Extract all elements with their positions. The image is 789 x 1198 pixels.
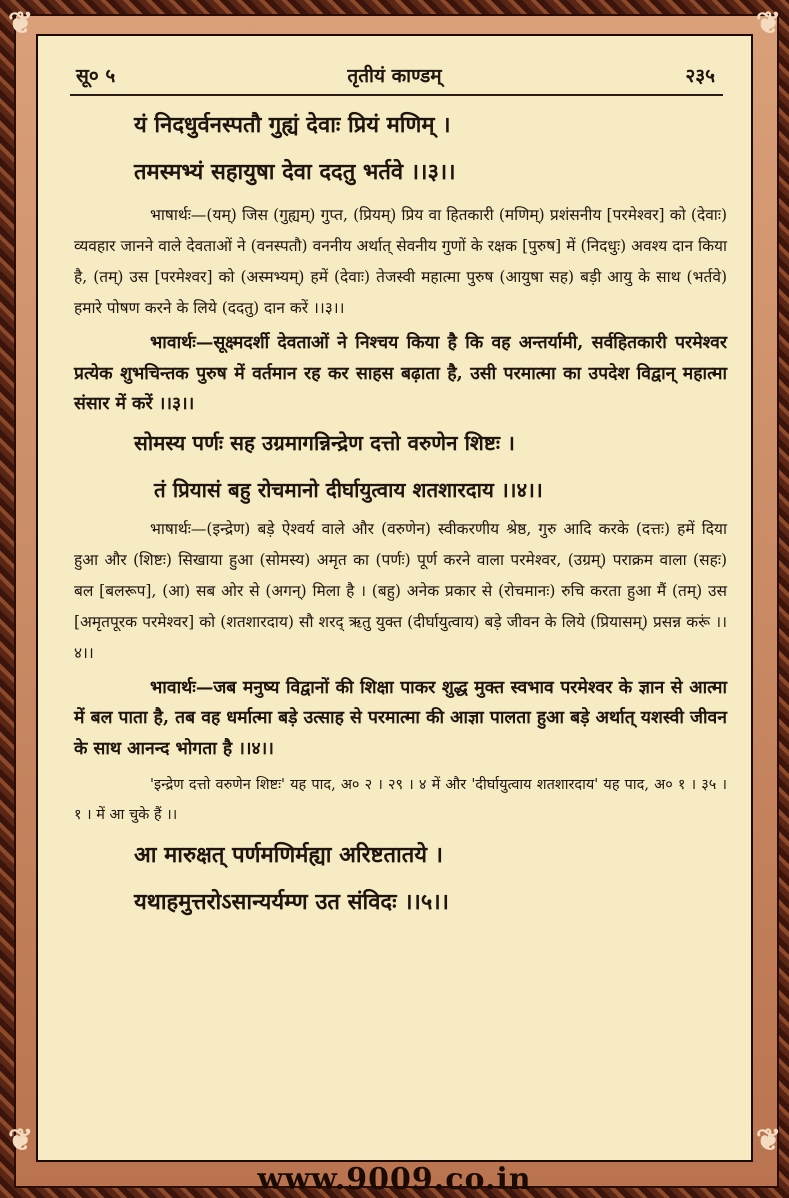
corner-ornament-icon: ❦	[8, 1123, 34, 1158]
bhashartha-4: भाषार्थः—(इन्द्रेण) बड़े ऐश्वर्य वाले और (वरुणेन) स्वीकरणीय श्रेष्ठ, गुरु आदि करके (दत्तः) हमें दिया हुआ और (शिष्टः) सिखाया हुआ (सोमस्य) अमृत का (पर्णः) पूर्ण करने वाला परमेश्वर, (उग्रम्) पराक्रम वाला (सहः) बल [बलरूप], (आ) सब ओर से (अगन्) मिला है । (बहु) अनेक प्रकार से (रोचमानः) रुचि करता हुआ मैं (तम्) उस [अमृतपूरक परमेश्वर] को (शतशारदाय) सौ शरद् ऋतु युक्त (दीर्घायुत्वाय) बड़े जीवन के लिये (प्रियासम्) प्रसन्न करूं ।।४।।	[74, 519, 727, 662]
verse-3-line-2: तमस्मभ्यं सहायुषा देवा ददतु भर्तवे ।।३।।	[134, 159, 456, 185]
verse-5-line-1: आ मारुक्षत् पर्णमणिर्मह्या अरिष्टतातये ।	[134, 842, 444, 868]
page-number: २३५	[685, 65, 715, 87]
verse-5-line-2: यथाहमुत्तरोऽसान्यर्यम्ण उत संविदः ।।५।।	[134, 889, 450, 915]
bhashartha-3: भाषार्थः—(यम्) जिस (गुह्यम्) गुप्त, (प्रियम्) प्रिय वा हितकारी (मणिम्) प्रशंसनीय [परमेश्वर] को (देवाः) व्यवहार जानने वाले देवताओं ने (वनस्पतौ) वननीय अर्थात् सेवनीय गुणों के रक्षक [पुरुष] में (निदधुः) अवश्य दान किया है, (तम्) उस [परमेश्वर] को (अस्मभ्यम्) हमें (देवाः) तेजस्वी महात्मा पुरुष (आयुषा सह) बड़ी आयु के साथ (भर्तवे) हमारे पोषण करने के लिये (ददतु) दान करें ।।३।।	[74, 206, 727, 317]
corner-ornament-icon: ❦	[755, 6, 781, 41]
verse-4-line-1: सोमस्य पर्णः सह उग्रमागन्निन्द्रेण दत्तो वरुणेन शिष्टः ।	[134, 430, 515, 455]
page-header	[38, 36, 751, 96]
book-page	[36, 34, 753, 1162]
bhavartha-4: भावार्थः—जब मनुष्य विद्वानों की शिक्षा पाकर शुद्ध मुक्त स्वभाव परमेश्वर के ज्ञान से आत्मा में बल पाता है, तब वह धर्मात्मा बड़े उत्साह से परमात्मा की आज्ञा पालता हुआ बड़े अर्थात् यशस्वी जीवन के साथ आनन्द भोगता है ।।४।।	[74, 677, 727, 759]
sukta-number: सू० ५	[76, 65, 116, 87]
header-rule	[70, 94, 723, 96]
bhavartha-3: भावार्थः—सूक्ष्मदर्शी देवताओं ने निश्चय किया है कि वह अन्तर्यामी, सर्वहितकारी परमेश्वर प्रत्येक शुभचिन्तक पुरुष में वर्तमान रह कर साहस बढ़ाता है, उसी परमात्मा का उपदेश विद्वान् महात्मा संसार में करें ।।३।।	[74, 333, 727, 414]
reference-note: 'इन्द्रेण दत्तो वरुणेन शिष्टः' यह पाद, अ० २ । २९ । ४ में और 'दीर्घायुत्वाय शतशारदाय' यह पाद, अ० १ । ३५ । १ । में आ चुके हैं ।।	[74, 777, 727, 823]
corner-ornament-icon: ❦	[755, 1123, 781, 1158]
verse-4-line-2: तं प्रियासं बहु रोचमानो दीर्घायुत्वाय शतशारदाय ।।४।।	[154, 477, 543, 502]
verse-3-line-1: यं निदधुर्वनस्पतौ गुह्यं देवाः प्रियं मणिम् ।	[134, 112, 451, 138]
website-watermark: www.9009.co.in	[257, 1162, 532, 1197]
kanda-title: तृतीयं काण्डम्	[347, 65, 442, 87]
page-content	[74, 102, 727, 926]
corner-ornament-icon: ❦	[8, 6, 34, 41]
